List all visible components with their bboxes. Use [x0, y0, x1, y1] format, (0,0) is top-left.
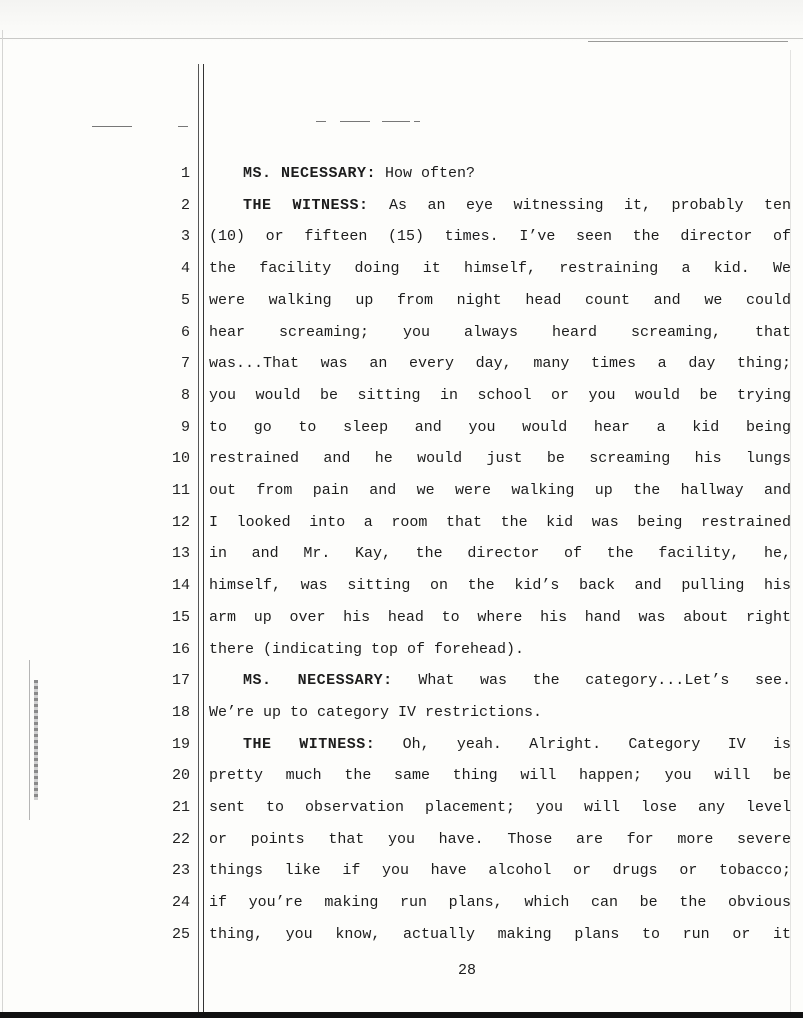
transcript-line	[0, 609, 803, 641]
transcript-line	[0, 387, 803, 419]
transcript-line	[0, 292, 803, 324]
line-text	[209, 894, 791, 912]
line-number: 8	[180, 386, 190, 404]
speaker-label: THE WITNESS:	[243, 735, 376, 753]
scan-dash	[178, 126, 188, 127]
line-body: the facility doing it himself, restraining a kid. We	[209, 260, 791, 278]
line-number: 23	[171, 862, 190, 880]
line-number: 1	[180, 165, 190, 182]
transcript-line	[0, 324, 803, 356]
line-body: What was the category...Let’s see.	[392, 672, 791, 690]
scan-dash	[340, 121, 370, 122]
line-number: 12	[171, 513, 190, 531]
line-text	[209, 228, 791, 246]
line-body: if you’re making run plans, which can be the obvious	[209, 894, 791, 912]
line-number: 21	[171, 799, 190, 816]
line-number: 11	[171, 482, 190, 499]
line-text	[209, 862, 791, 880]
line-body: How often?	[376, 165, 476, 182]
line-number: 20	[171, 767, 190, 785]
line-text	[209, 831, 791, 849]
line-number: 3	[180, 228, 190, 246]
line-text	[209, 672, 791, 690]
line-text	[209, 387, 791, 405]
line-number: 18	[171, 703, 190, 721]
transcript-line	[0, 514, 803, 546]
line-body: thing, you know, actually making plans to run or it	[209, 925, 791, 943]
line-body: (10) or fifteen (15) times. I’ve seen the director of	[209, 228, 791, 246]
transcript-line	[0, 197, 803, 229]
transcript-line	[0, 672, 803, 704]
transcript-line	[0, 228, 803, 260]
line-text	[209, 641, 791, 659]
line-body: As an eye witnessing it, probably ten	[368, 196, 791, 214]
line-body: sent to observation placement; you will lose any level	[209, 799, 791, 816]
transcript-line	[0, 165, 803, 197]
transcript-line	[0, 862, 803, 894]
speaker-label: MS. NECESSARY:	[243, 165, 377, 182]
line-number: 17	[171, 672, 190, 690]
line-number: 24	[171, 894, 190, 912]
transcript-line	[0, 355, 803, 387]
scan-dash	[382, 121, 410, 122]
line-number: 5	[180, 291, 190, 309]
line-number: 22	[171, 830, 190, 848]
line-number: 7	[180, 355, 190, 373]
line-number: 25	[171, 925, 190, 943]
transcript-line	[0, 419, 803, 451]
line-text	[209, 450, 791, 468]
line-text	[209, 482, 791, 500]
scan-dash	[414, 121, 420, 122]
line-body: out from pain and we were walking up the hallway and	[209, 482, 791, 499]
transcript-line	[0, 831, 803, 863]
line-body: arm up over his head to where his hand was about right	[209, 608, 791, 626]
transcript-line	[0, 450, 803, 482]
line-number: 9	[180, 418, 190, 436]
line-body: Oh, yeah. Alright. Category IV is	[375, 735, 791, 753]
line-text	[209, 545, 791, 563]
line-number: 15	[171, 608, 190, 626]
line-body: in and Mr. Kay, the director of the facility, he,	[209, 545, 791, 563]
page-number: 28	[458, 962, 477, 979]
line-number: 4	[180, 260, 190, 278]
line-number: 19	[171, 735, 190, 753]
bottom-scan-bar	[0, 1012, 803, 1018]
line-body: I looked into a room that the kid was being restrained	[209, 513, 791, 531]
transcript-line	[0, 926, 803, 958]
speaker-label: THE WITNESS:	[243, 196, 369, 214]
top-right-rule	[588, 41, 788, 42]
line-body: restrained and he would just be screaming his lungs	[209, 450, 791, 468]
transcript-line	[0, 545, 803, 577]
transcript-line	[0, 641, 803, 673]
line-text	[209, 197, 791, 215]
line-number: 10	[171, 450, 190, 468]
transcript-line	[0, 736, 803, 768]
transcript-line	[0, 767, 803, 799]
transcript-line	[0, 704, 803, 736]
line-text	[209, 419, 791, 437]
line-body: pretty much the same thing will happen; you will be	[209, 767, 791, 785]
top-border-line	[0, 38, 803, 39]
line-text	[209, 260, 791, 278]
line-number: 2	[180, 196, 190, 214]
line-number: 14	[171, 577, 190, 595]
line-text	[209, 704, 791, 722]
line-body: to go to sleep and you would hear a kid being	[209, 418, 791, 436]
scan-top-shading	[0, 0, 803, 42]
transcript-line	[0, 799, 803, 831]
line-body: things like if you have alcohol or drugs or tobacco;	[209, 862, 791, 880]
line-body: there (indicating top of forehead).	[209, 640, 525, 658]
line-text	[209, 736, 791, 754]
line-body: or points that you have. Those are for more severe	[209, 830, 791, 848]
line-body: was...That was an every day, many times a day thing;	[209, 355, 791, 373]
line-text	[209, 324, 791, 342]
line-text	[209, 577, 791, 595]
line-body: you would be sitting in school or you would be trying	[209, 386, 791, 404]
line-text	[209, 292, 791, 310]
line-text	[209, 514, 791, 532]
transcript-line	[0, 260, 803, 292]
line-text	[209, 355, 791, 373]
scan-dash	[316, 121, 326, 122]
transcript-line	[0, 482, 803, 514]
line-body: We’re up to category IV restrictions.	[209, 703, 543, 721]
line-text	[209, 767, 791, 785]
line-text	[209, 609, 791, 627]
line-number: 16	[171, 640, 190, 658]
transcript-line	[0, 577, 803, 609]
line-body: hear screaming; you always heard screaming, that	[209, 323, 791, 341]
line-number: 13	[171, 545, 190, 563]
line-text	[209, 799, 791, 817]
line-text	[209, 926, 791, 944]
line-text	[209, 165, 791, 183]
line-body: himself, was sitting on the kid’s back and pulling his	[209, 577, 791, 595]
line-body: were walking up from night head count and we could	[209, 291, 791, 309]
line-number: 6	[180, 323, 190, 341]
speaker-label: MS. NECESSARY:	[243, 672, 393, 690]
scan-dash	[92, 126, 132, 127]
transcript-line	[0, 894, 803, 926]
